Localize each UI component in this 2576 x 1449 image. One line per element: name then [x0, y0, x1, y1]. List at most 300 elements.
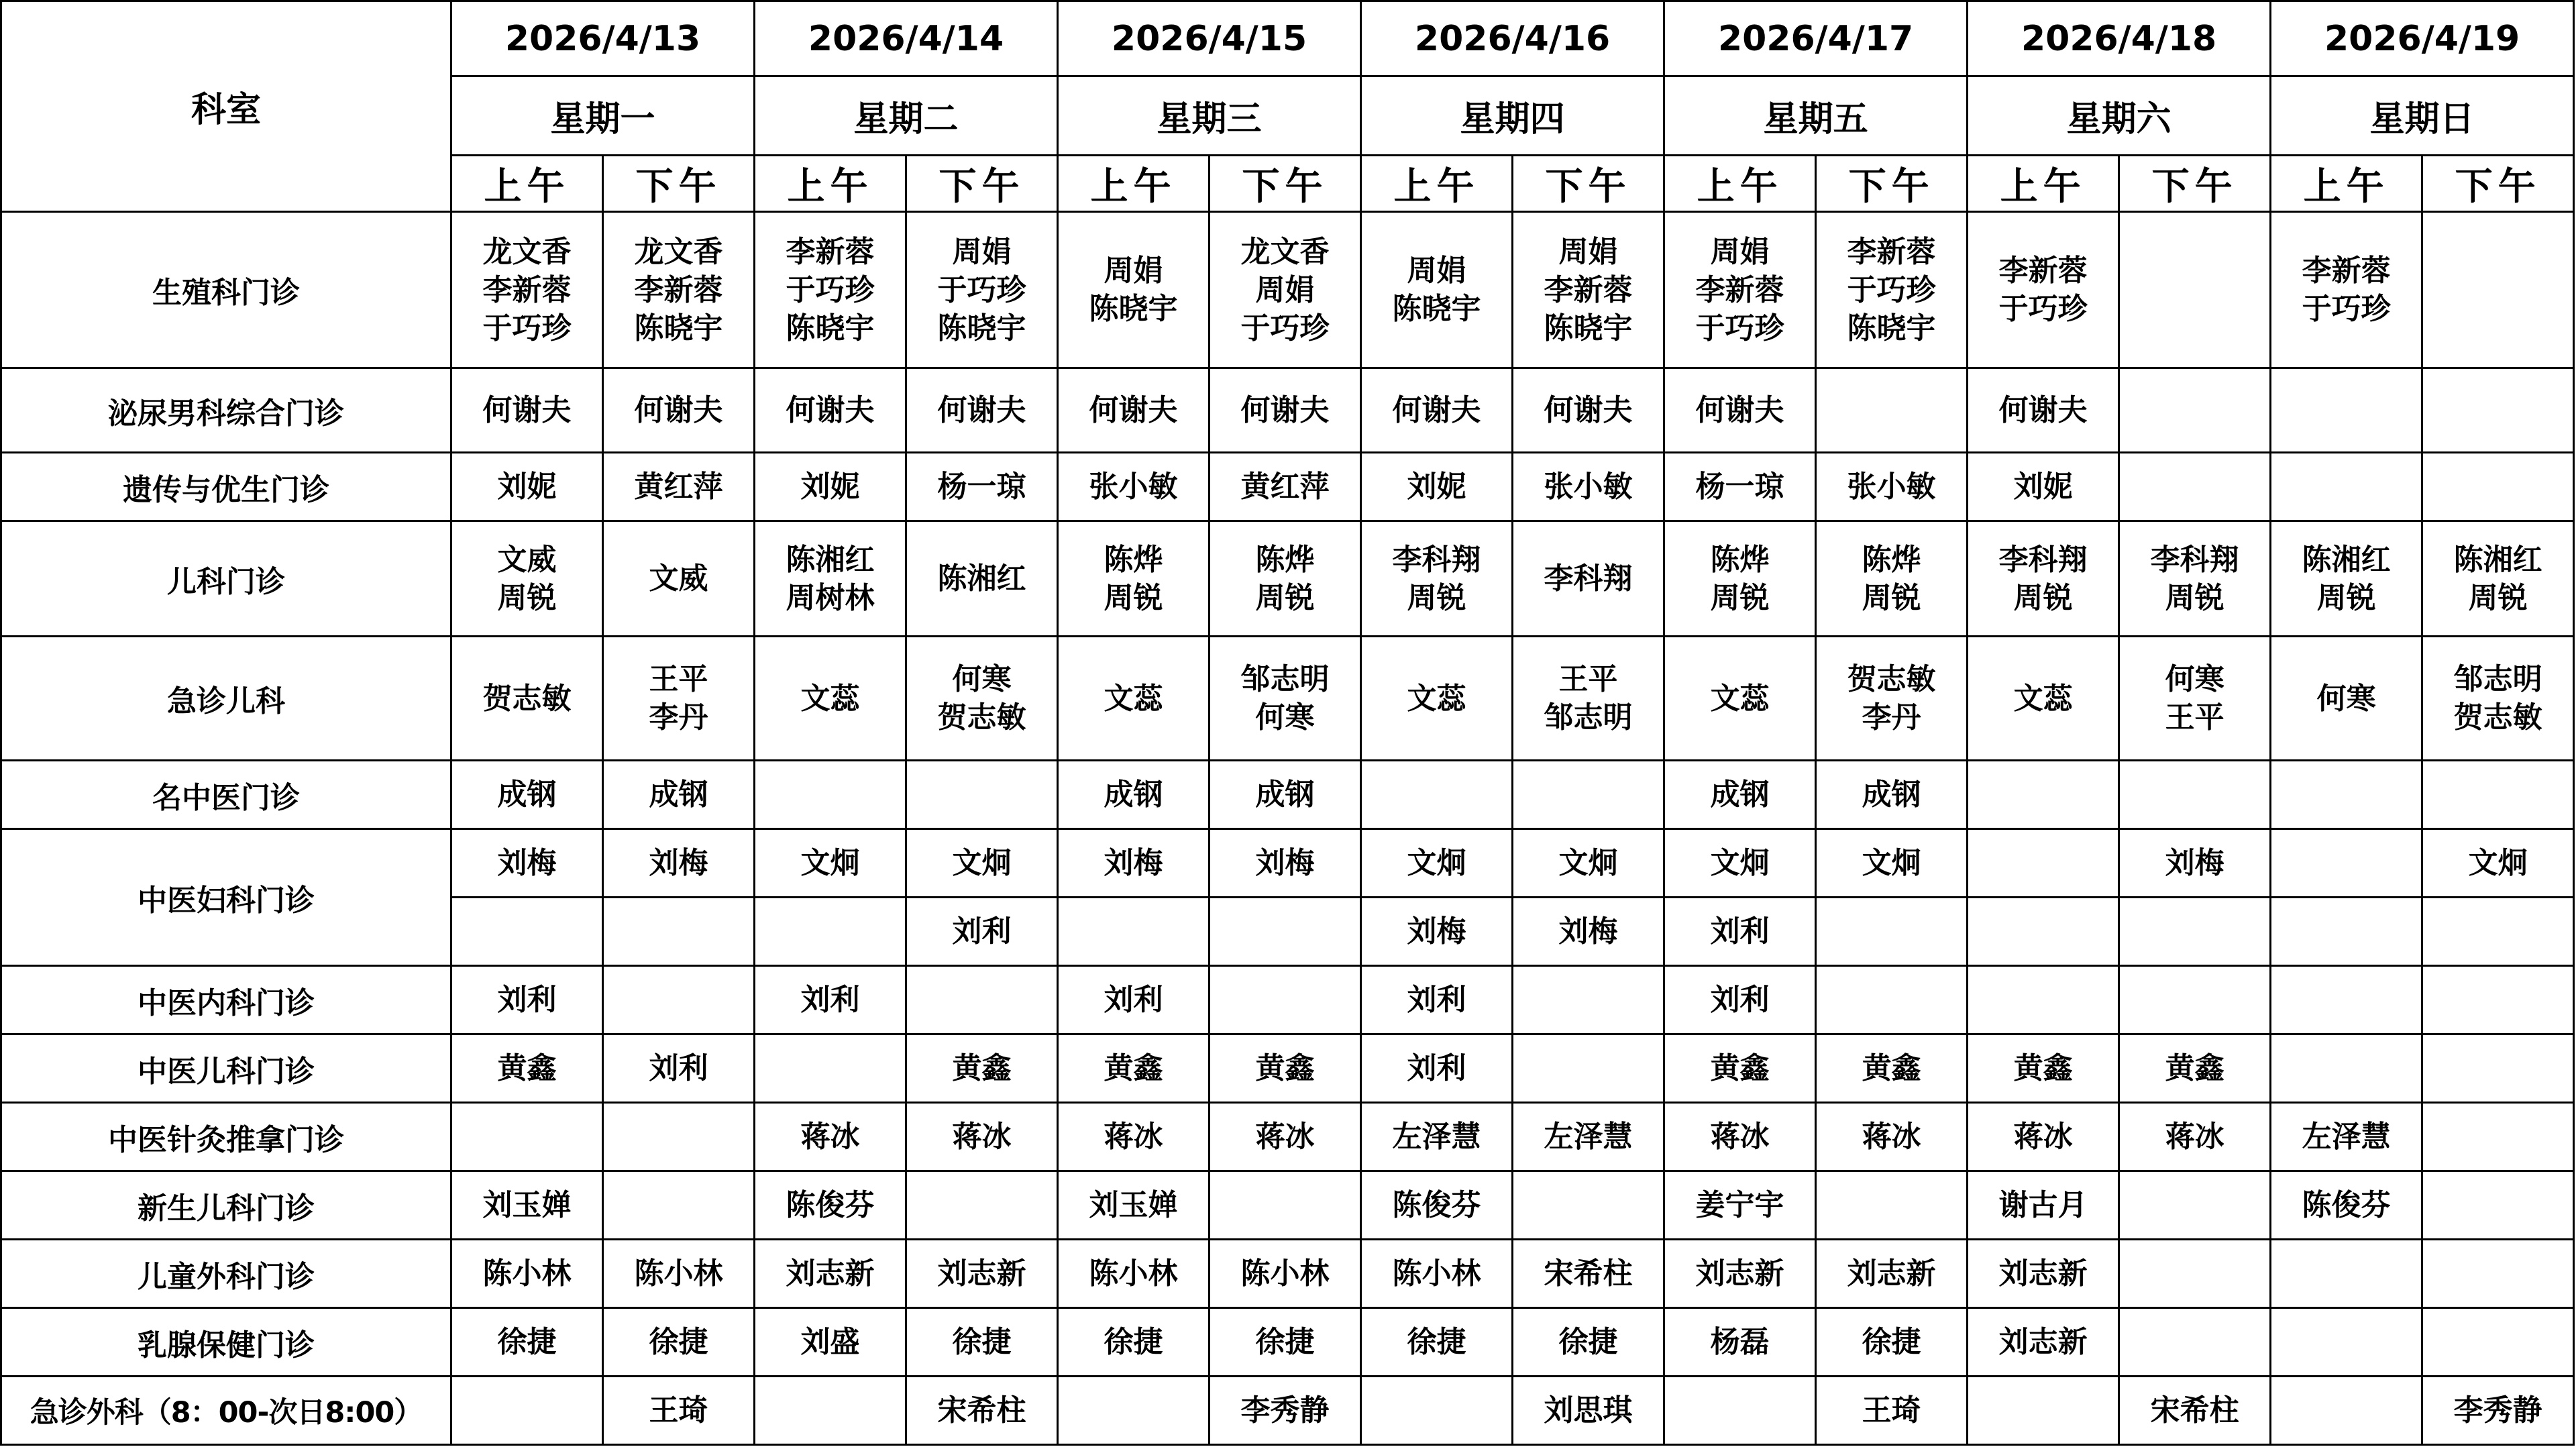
schedule-cell — [906, 898, 1058, 966]
schedule-cell — [2422, 1308, 2574, 1377]
schedule-cell — [1816, 829, 1968, 898]
schedule-cell — [906, 1034, 1058, 1103]
schedule-cell — [1664, 1377, 1816, 1445]
table-row — [1, 1171, 2574, 1240]
dept-name: 名中医门诊 — [1, 761, 451, 829]
doctor-name: 徐捷 — [1255, 1325, 1315, 1359]
doctor-name: 于巧珍 — [1847, 272, 1936, 307]
schedule-cell — [1210, 1308, 1361, 1377]
schedule-cell — [1816, 898, 1968, 966]
afternoon-header: 下午 — [1513, 156, 1664, 212]
schedule-cell — [2119, 368, 2271, 453]
table-row — [1, 1377, 2574, 1445]
doctor-name: 周锐 — [2165, 580, 2224, 615]
doctor-name: 李新蓉 — [1847, 234, 1936, 269]
schedule-cell — [1968, 212, 2119, 368]
schedule-cell — [906, 966, 1058, 1034]
doctor-name: 刘玉婵 — [1089, 1188, 1178, 1222]
schedule-cell — [906, 453, 1058, 521]
doctor-name: 黄红萍 — [634, 470, 723, 504]
schedule-cell — [1361, 1171, 1513, 1240]
schedule-cell — [2422, 966, 2574, 1034]
doctor-name: 陈烨 — [1862, 542, 1921, 577]
doctor-name: 蒋冰 — [2165, 1120, 2224, 1154]
date-header: 2026/4/15 — [1058, 1, 1361, 76]
schedule-cell — [1513, 1171, 1664, 1240]
schedule-cell — [755, 1377, 906, 1445]
date-header: 2026/4/13 — [451, 1, 755, 76]
schedule-cell — [1058, 212, 1210, 368]
schedule-cell — [906, 212, 1058, 368]
doctor-name: 文炯 — [800, 846, 860, 880]
doctor-name: 何谢夫 — [634, 393, 723, 427]
schedule-cell — [2119, 212, 2271, 368]
schedule-cell — [2119, 761, 2271, 829]
schedule-cell — [1210, 1034, 1361, 1103]
doctor-name: 文炯 — [1407, 846, 1466, 880]
schedule-cell — [1513, 761, 1664, 829]
doctor-name: 刘妮 — [497, 470, 557, 504]
doctor-name: 陈俊芬 — [1392, 1188, 1481, 1222]
schedule-cell — [906, 368, 1058, 453]
doctor-name: 陈小林 — [482, 1256, 572, 1291]
doctor-name: 左泽慧 — [1544, 1120, 1633, 1154]
schedule-cell — [1968, 1034, 2119, 1103]
schedule-cell — [1816, 637, 1968, 761]
schedule-cell — [1664, 212, 1816, 368]
doctor-name: 成钢 — [1255, 777, 1315, 812]
schedule-cell — [755, 1034, 906, 1103]
schedule-cell — [1361, 1377, 1513, 1445]
schedule-cell — [2271, 898, 2422, 966]
schedule-cell — [2119, 637, 2271, 761]
doctor-name: 周娟 — [1558, 234, 1618, 269]
doctor-name: 李新蓉 — [786, 234, 875, 269]
doctor-name: 文炯 — [952, 846, 1012, 880]
schedule-cell — [1816, 1034, 1968, 1103]
schedule-cell — [755, 453, 906, 521]
doctor-name: 杨磊 — [1710, 1325, 1770, 1359]
doctor-name: 于巧珍 — [1695, 311, 1784, 345]
doctor-name: 蒋冰 — [1862, 1120, 1921, 1154]
morning-header: 上午 — [1664, 156, 1816, 212]
schedule-cell — [1210, 368, 1361, 453]
schedule-cell — [1816, 1171, 1968, 1240]
schedule-cell — [1816, 966, 1968, 1034]
doctor-name: 李新蓉 — [2302, 254, 2391, 288]
doctor-name: 蒋冰 — [1104, 1120, 1163, 1154]
doctor-name: 刘梅 — [1255, 846, 1315, 880]
schedule-cell — [1058, 1240, 1210, 1308]
schedule-cell — [2422, 368, 2574, 453]
schedule-cell — [1210, 966, 1361, 1034]
doctor-name: 于巧珍 — [2302, 292, 2391, 326]
schedule-cell — [1058, 1034, 1210, 1103]
doctor-name: 王平 — [2165, 700, 2224, 735]
schedule-cell — [1968, 521, 2119, 637]
doctor-name: 刘利 — [649, 1051, 708, 1085]
doctor-name: 蒋冰 — [1710, 1120, 1770, 1154]
doctor-name: 于巧珍 — [482, 311, 572, 345]
doctor-name: 周娟 — [1710, 234, 1770, 269]
schedule-cell — [755, 521, 906, 637]
schedule-cell — [451, 829, 603, 898]
doctor-name: 刘利 — [1710, 983, 1770, 1017]
schedule-cell — [1361, 453, 1513, 521]
schedule-cell — [2271, 1034, 2422, 1103]
schedule-cell — [603, 966, 755, 1034]
schedule-cell — [1361, 521, 1513, 637]
doctor-name: 周锐 — [1407, 580, 1466, 615]
schedule-cell — [2422, 1377, 2574, 1445]
schedule-cell — [2119, 521, 2271, 637]
dept-name: 泌尿男科综合门诊 — [1, 368, 451, 453]
doctor-name: 邹志明 — [1240, 662, 1330, 696]
schedule-cell — [603, 898, 755, 966]
doctor-name: 陈小林 — [1240, 1256, 1330, 1291]
doctor-name: 陈晓宇 — [634, 311, 723, 345]
doctor-name: 左泽慧 — [2302, 1120, 2391, 1154]
doctor-name: 李新蓉 — [634, 272, 723, 307]
schedule-cell — [1816, 453, 1968, 521]
doctor-name: 陈小林 — [1392, 1256, 1481, 1291]
schedule-cell — [2119, 1308, 2271, 1377]
schedule-cell — [1968, 829, 2119, 898]
schedule-cell — [1816, 212, 1968, 368]
doctor-name: 周娟 — [1255, 272, 1315, 307]
schedule-cell — [755, 1103, 906, 1171]
afternoon-header: 下午 — [906, 156, 1058, 212]
morning-header: 上午 — [2271, 156, 2422, 212]
doctor-name: 成钢 — [497, 777, 557, 812]
table-row — [1, 966, 2574, 1034]
doctor-name: 李丹 — [649, 700, 708, 735]
doctor-name: 宋希柱 — [1544, 1256, 1633, 1291]
schedule-cell — [451, 1240, 603, 1308]
doctor-name: 文蕊 — [2013, 681, 2073, 716]
doctor-name: 谢古月 — [1998, 1188, 2088, 1222]
doctor-name: 李科翔 — [1392, 542, 1481, 577]
dept-name: 急诊外科（8：00-次日8:00） — [1, 1377, 451, 1445]
schedule-cell — [2271, 1377, 2422, 1445]
doctor-name: 刘利 — [800, 983, 860, 1017]
doctor-name: 李新蓉 — [1695, 272, 1784, 307]
schedule-cell — [1968, 1377, 2119, 1445]
doctor-name: 刘志新 — [1998, 1256, 2088, 1291]
schedule-cell — [1513, 453, 1664, 521]
schedule-cell — [1058, 637, 1210, 761]
doctor-name: 黄鑫 — [1862, 1051, 1921, 1085]
schedule-cell — [2119, 1103, 2271, 1171]
doctor-name: 文蕊 — [1710, 681, 1770, 716]
afternoon-header: 下午 — [2119, 156, 2271, 212]
schedule-cell — [603, 453, 755, 521]
doctor-name: 刘梅 — [497, 846, 557, 880]
doctor-name: 徐捷 — [1407, 1325, 1466, 1359]
doctor-name: 何寒 — [1255, 700, 1315, 735]
doctor-name: 成钢 — [1710, 777, 1770, 812]
doctor-name: 龙文香 — [1240, 234, 1330, 269]
table-row — [1, 829, 2574, 898]
dept-name: 中医针灸推拿门诊 — [1, 1103, 451, 1171]
doctor-name: 邹志明 — [1544, 700, 1633, 735]
doctor-name: 刘利 — [952, 914, 1012, 949]
doctor-name: 徐捷 — [1862, 1325, 1921, 1359]
doctor-name: 何谢夫 — [1240, 393, 1330, 427]
schedule-cell — [906, 1240, 1058, 1308]
schedule-cell — [1968, 966, 2119, 1034]
schedule-cell — [451, 521, 603, 637]
schedule-cell — [1361, 966, 1513, 1034]
doctor-name: 邹志明 — [2453, 662, 2542, 696]
doctor-name: 李新蓉 — [1544, 272, 1633, 307]
doctor-name: 左泽慧 — [1392, 1120, 1481, 1154]
schedule-cell — [1513, 1034, 1664, 1103]
doctor-name: 李科翔 — [2150, 542, 2239, 577]
doctor-name: 黄鑫 — [1104, 1051, 1163, 1085]
schedule-cell — [1664, 453, 1816, 521]
dept-name: 新生儿科门诊 — [1, 1171, 451, 1240]
schedule-cell — [1664, 829, 1816, 898]
schedule-cell — [1361, 368, 1513, 453]
schedule-cell — [1968, 453, 2119, 521]
schedule-cell — [1664, 898, 1816, 966]
doctor-name: 周锐 — [2468, 580, 2528, 615]
schedule-cell — [1058, 368, 1210, 453]
doctor-name: 刘思琪 — [1544, 1393, 1633, 1428]
doctor-name: 徐捷 — [1558, 1325, 1618, 1359]
schedule-cell — [1664, 1240, 1816, 1308]
doctor-name: 徐捷 — [497, 1325, 557, 1359]
dept-name: 急诊儿科 — [1, 637, 451, 761]
doctor-name: 周树林 — [786, 580, 875, 615]
schedule-cell — [1361, 829, 1513, 898]
schedule-cell — [1816, 1240, 1968, 1308]
doctor-name: 何谢夫 — [786, 393, 875, 427]
doctor-name: 宋希柱 — [2150, 1393, 2239, 1428]
schedule-cell — [451, 368, 603, 453]
doctor-name: 贺志敏 — [1847, 662, 1936, 696]
doctor-name: 贺志敏 — [2453, 700, 2542, 735]
schedule-cell — [2271, 761, 2422, 829]
dept-name: 乳腺保健门诊 — [1, 1308, 451, 1377]
doctor-name: 刘梅 — [1558, 914, 1618, 949]
schedule-cell — [1968, 761, 2119, 829]
schedule-cell — [1513, 1308, 1664, 1377]
schedule-cell — [1664, 1034, 1816, 1103]
weekday-header: 星期日 — [2271, 76, 2574, 156]
schedule-cell — [2271, 966, 2422, 1034]
schedule-cell — [755, 212, 906, 368]
doctor-name: 周锐 — [1710, 580, 1770, 615]
schedule-cell — [1816, 1308, 1968, 1377]
doctor-name: 刘志新 — [1847, 1256, 1936, 1291]
schedule-cell — [1816, 1377, 1968, 1445]
doctor-name: 刘利 — [1104, 983, 1163, 1017]
schedule-cell — [906, 637, 1058, 761]
schedule-cell — [1210, 212, 1361, 368]
doctor-name: 成钢 — [649, 777, 708, 812]
afternoon-header: 下午 — [2422, 156, 2574, 212]
doctor-name: 李秀静 — [2453, 1393, 2542, 1428]
doctor-name: 陈湘红 — [786, 542, 875, 577]
schedule-cell — [755, 761, 906, 829]
doctor-name: 姜宁宇 — [1695, 1188, 1784, 1222]
schedule-cell — [2422, 637, 2574, 761]
doctor-name: 周娟 — [952, 234, 1012, 269]
schedule-cell — [2271, 212, 2422, 368]
doctor-name: 刘志新 — [1695, 1256, 1784, 1291]
schedule-cell — [1058, 1171, 1210, 1240]
schedule-cell — [1816, 1103, 1968, 1171]
schedule-cell — [1968, 1171, 2119, 1240]
schedule-cell — [2119, 1377, 2271, 1445]
doctor-name: 刘志新 — [937, 1256, 1026, 1291]
doctor-name: 何寒 — [952, 662, 1012, 696]
schedule-cell — [603, 1308, 755, 1377]
doctor-name: 文炯 — [1558, 846, 1618, 880]
schedule-cell — [906, 761, 1058, 829]
schedule-cell — [906, 1308, 1058, 1377]
doctor-name: 于巧珍 — [786, 272, 875, 307]
doctor-name: 黄鑫 — [952, 1051, 1012, 1085]
table-row — [1, 368, 2574, 453]
morning-header: 上午 — [1968, 156, 2119, 212]
schedule-cell — [1513, 637, 1664, 761]
afternoon-header: 下午 — [1816, 156, 1968, 212]
doctor-name: 刘梅 — [649, 846, 708, 880]
doctor-name: 陈烨 — [1710, 542, 1770, 577]
schedule-cell — [2271, 637, 2422, 761]
doctor-name: 李科翔 — [1998, 542, 2088, 577]
schedule-cell — [906, 1171, 1058, 1240]
schedule-cell — [906, 829, 1058, 898]
dept-name: 儿童外科门诊 — [1, 1240, 451, 1308]
weekday-header: 星期六 — [1968, 76, 2271, 156]
doctor-name: 陈俊芬 — [2302, 1188, 2391, 1222]
doctor-name: 陈湘红 — [2453, 542, 2542, 577]
schedule-cell — [1361, 637, 1513, 761]
afternoon-header: 下午 — [1210, 156, 1361, 212]
table-row — [1, 1308, 2574, 1377]
schedule-cell — [2271, 829, 2422, 898]
doctor-name: 何寒 — [2316, 681, 2376, 716]
schedule-cell — [2119, 1240, 2271, 1308]
schedule-cell — [1664, 966, 1816, 1034]
doctor-name: 张小敏 — [1089, 470, 1178, 504]
schedule-cell — [906, 1377, 1058, 1445]
schedule-cell — [451, 637, 603, 761]
schedule-cell — [2422, 829, 2574, 898]
schedule-cell — [2271, 1308, 2422, 1377]
schedule-cell — [1361, 898, 1513, 966]
schedule-cell — [1664, 637, 1816, 761]
table-row — [1, 521, 2574, 637]
doctor-name: 陈湘红 — [2302, 542, 2391, 577]
doctor-name: 周锐 — [1255, 580, 1315, 615]
schedule-cell — [2271, 1171, 2422, 1240]
schedule-cell — [1210, 637, 1361, 761]
table-row — [1, 212, 2574, 368]
morning-header: 上午 — [451, 156, 603, 212]
doctor-name: 陈晓宇 — [1392, 292, 1481, 326]
doctor-name: 刘梅 — [1104, 846, 1163, 880]
schedule-cell — [603, 521, 755, 637]
dept-header: 科室 — [1, 1, 451, 212]
schedule-cell — [755, 1171, 906, 1240]
weekday-header: 星期四 — [1361, 76, 1664, 156]
doctor-name: 刘妮 — [1407, 470, 1466, 504]
doctor-name: 成钢 — [1862, 777, 1921, 812]
schedule-cell — [1968, 1103, 2119, 1171]
schedule-cell — [451, 1377, 603, 1445]
schedule-cell — [755, 1308, 906, 1377]
table-row — [1, 1034, 2574, 1103]
doctor-name: 徐捷 — [649, 1325, 708, 1359]
schedule-cell — [1513, 1240, 1664, 1308]
schedule-cell — [603, 1377, 755, 1445]
schedule-cell — [451, 761, 603, 829]
schedule-cell — [1210, 1103, 1361, 1171]
schedule-cell — [2119, 829, 2271, 898]
schedule-cell — [1816, 521, 1968, 637]
doctor-name: 陈晓宇 — [1544, 311, 1633, 345]
doctor-name: 王琦 — [649, 1393, 708, 1428]
schedule-cell — [603, 829, 755, 898]
doctor-name: 李秀静 — [1240, 1393, 1330, 1428]
schedule-cell — [1058, 453, 1210, 521]
doctor-name: 宋希柱 — [937, 1393, 1026, 1428]
schedule-cell — [906, 521, 1058, 637]
schedule-cell — [1968, 368, 2119, 453]
schedule-cell — [1058, 966, 1210, 1034]
doctor-name: 周锐 — [497, 580, 557, 615]
schedule-cell — [451, 1308, 603, 1377]
schedule-cell — [2271, 453, 2422, 521]
schedule-cell — [2422, 1034, 2574, 1103]
doctor-name: 李新蓉 — [1998, 254, 2088, 288]
doctor-name: 贺志敏 — [937, 700, 1026, 735]
doctor-name: 刘梅 — [2165, 846, 2224, 880]
schedule-cell — [1210, 1171, 1361, 1240]
schedule-cell — [2119, 966, 2271, 1034]
doctor-name: 何谢夫 — [1089, 393, 1178, 427]
schedule-cell — [1361, 212, 1513, 368]
doctor-name: 李新蓉 — [482, 272, 572, 307]
schedule-cell — [1513, 966, 1664, 1034]
table-row — [1, 453, 2574, 521]
schedule-cell — [1513, 829, 1664, 898]
doctor-name: 于巧珍 — [1998, 292, 2088, 326]
table-row — [1, 1103, 2574, 1171]
doctor-name: 陈俊芬 — [786, 1188, 875, 1222]
schedule-cell — [1058, 829, 1210, 898]
schedule-cell — [2119, 1034, 2271, 1103]
doctor-name: 刘盛 — [800, 1325, 860, 1359]
doctor-name: 龙文香 — [634, 234, 723, 269]
schedule-cell — [1361, 1308, 1513, 1377]
schedule-cell — [1210, 453, 1361, 521]
schedule-cell — [1210, 898, 1361, 966]
schedule-cell — [451, 453, 603, 521]
doctor-name: 周锐 — [1104, 580, 1163, 615]
doctor-name: 何谢夫 — [1544, 393, 1633, 427]
schedule-cell — [451, 1103, 603, 1171]
schedule-cell — [1968, 1240, 2119, 1308]
schedule-cell — [1361, 1240, 1513, 1308]
doctor-name: 黄鑫 — [1710, 1051, 1770, 1085]
schedule-cell — [1513, 1103, 1664, 1171]
